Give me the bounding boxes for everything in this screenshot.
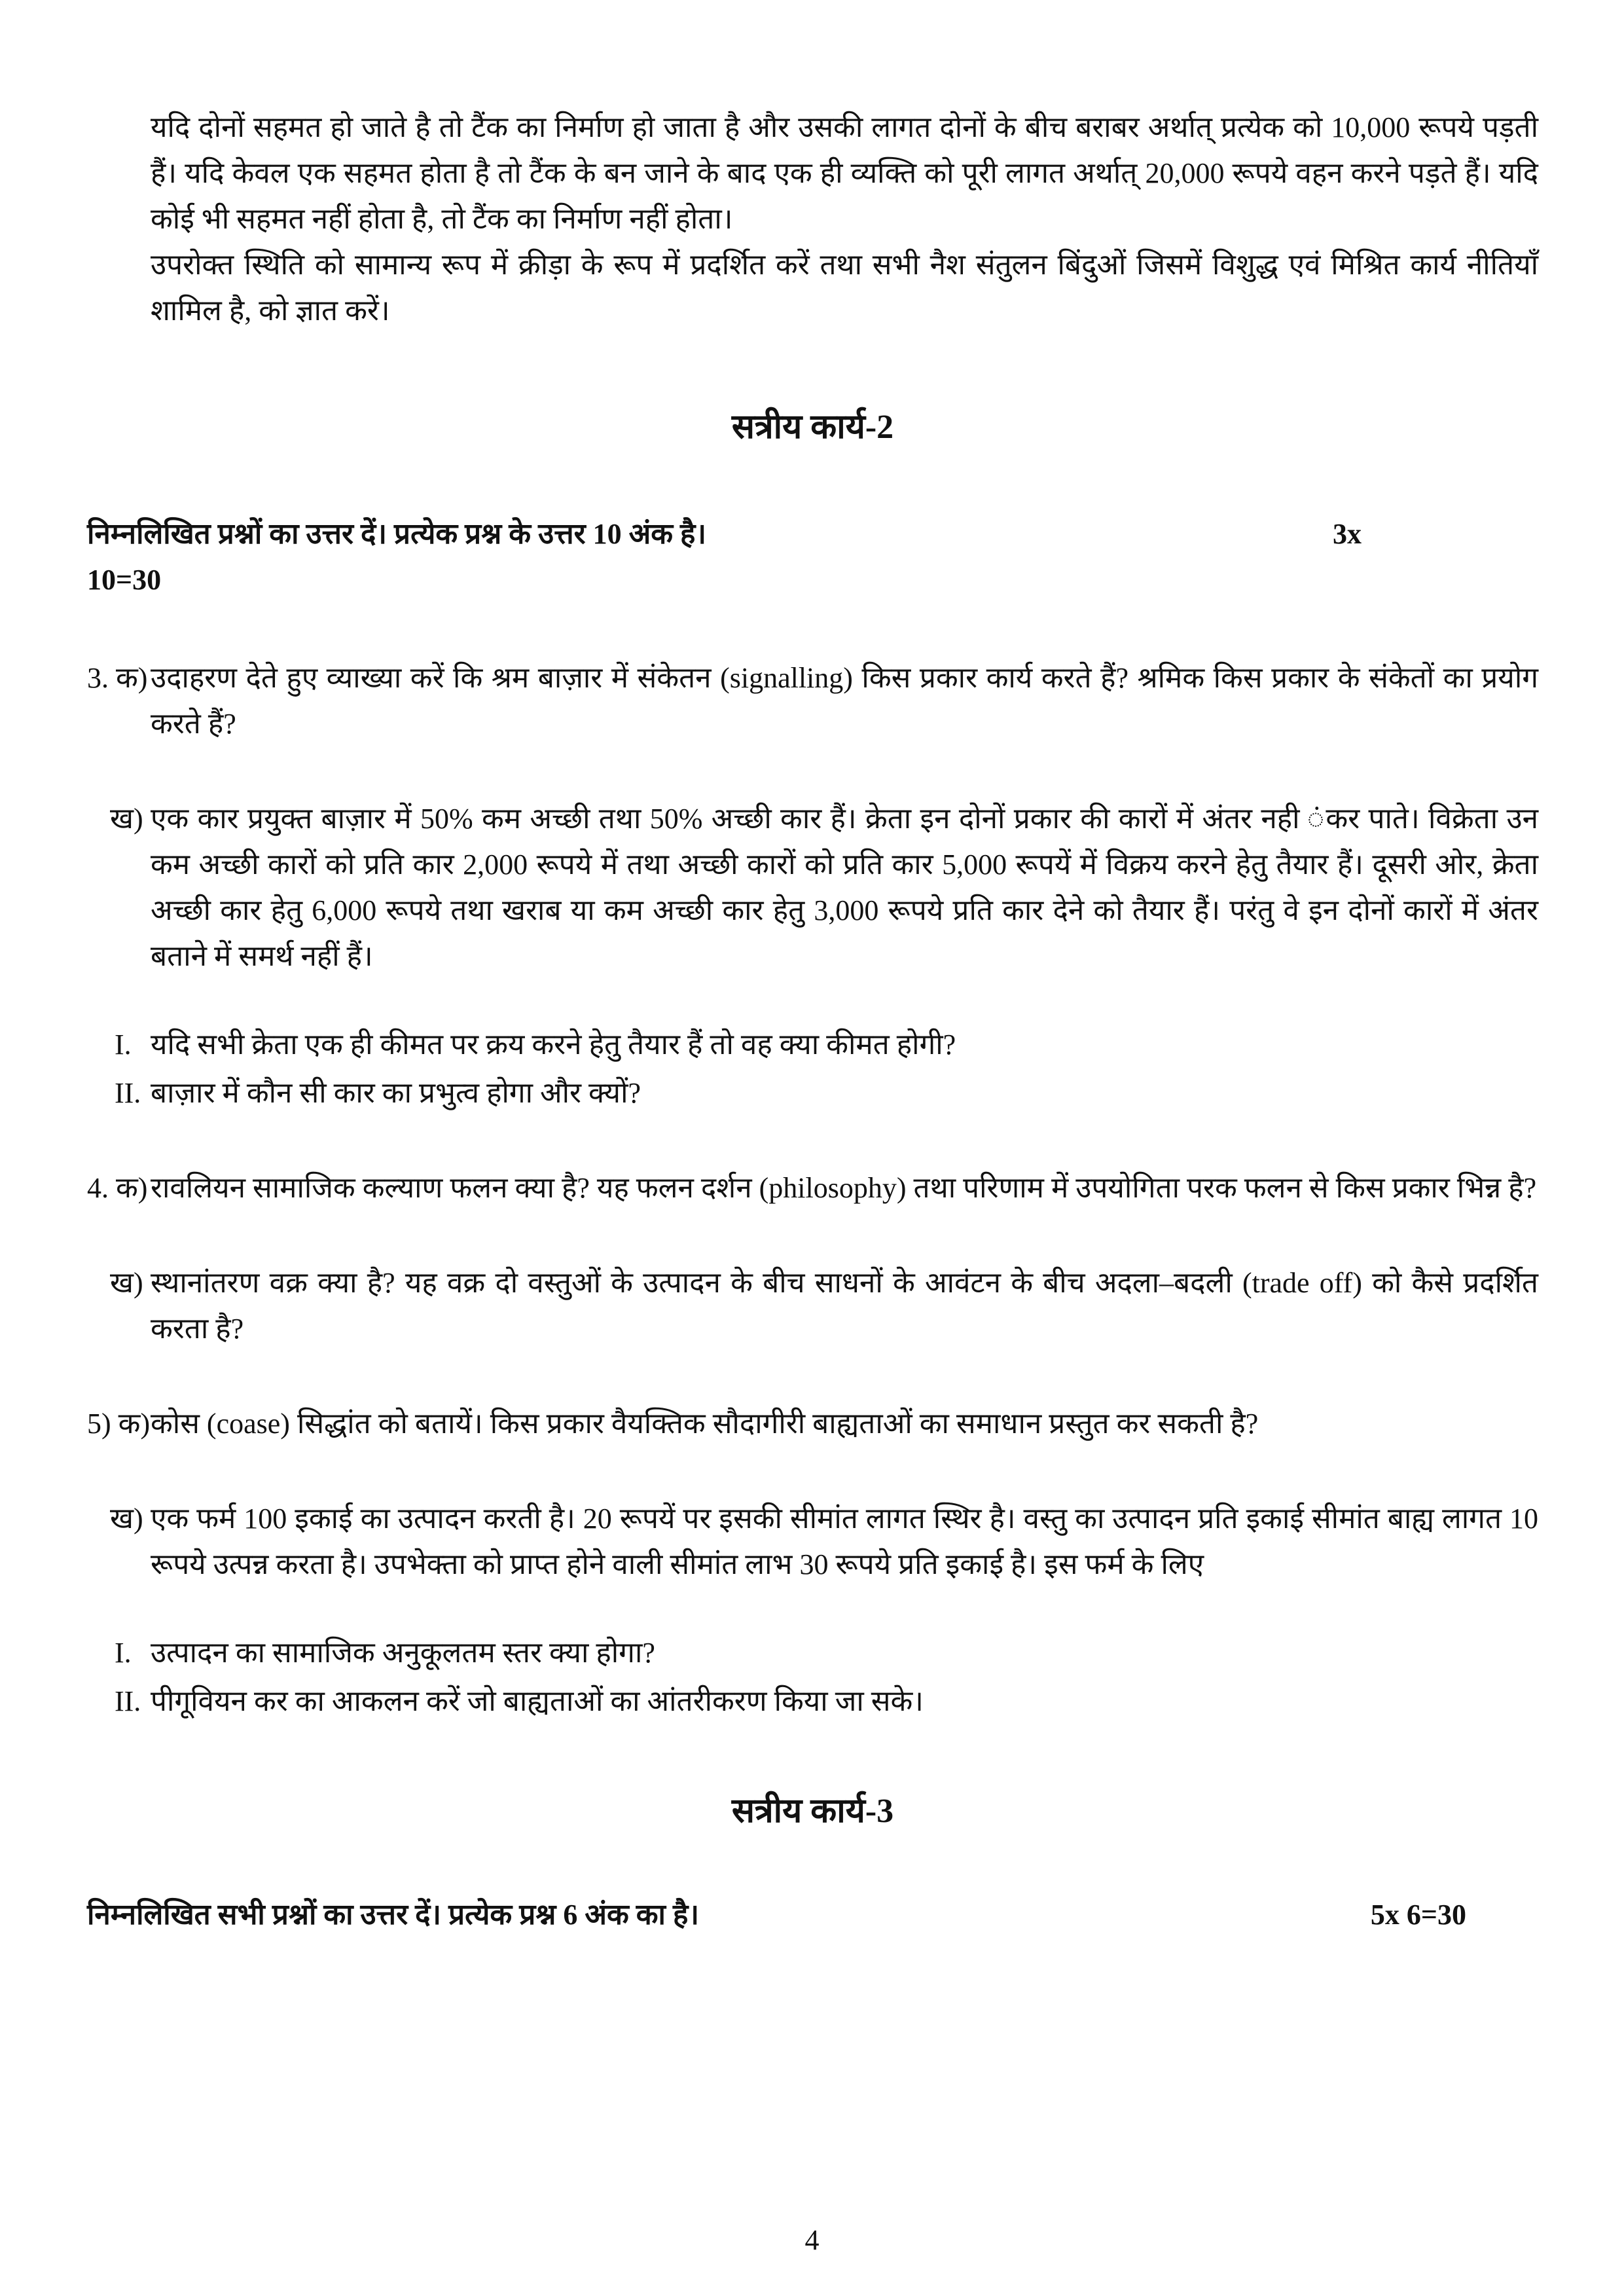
question-4b-marker: ख) [110, 1267, 143, 1299]
question-3a-text: उदाहरण देते हुए व्याख्या करें कि श्रम बाज़ार में संकेतन (signalling) किस प्रकार कार्य करते हैं? श्रमिक किस प्रकार के संकेतों का प्रयोग करते हैं? [151, 662, 1538, 740]
question-4a-text: रावलियन सामाजिक कल्याण फलन क्या है? यह फलन दर्शन (philosophy) तथा परिणाम में उपयोगिता परक फलन से किस प्रकार भिन्न है? [151, 1172, 1537, 1204]
page-number: 4 [804, 2224, 820, 2256]
question-5-sub2-text: पीगूवियन कर का आकलन करें जो बाह्यताओं का आंतरीकरण किया जा सके। [151, 1685, 924, 1717]
section2-heading: सत्रीय कार्य-2 [731, 409, 894, 446]
question-5-sub1-marker: I. [115, 1637, 132, 1669]
question-4b-text: स्थानांतरण वक्र क्या है? यह वक्र दो वस्तुओं के उत्पादन के बीच साधनों के आवंटन के बीच अदला–बदली (trade off) को कैसे प्रदर्शित करता है? [151, 1267, 1538, 1345]
question-5b [87, 1496, 1538, 1588]
section3-heading: सत्रीय कार्य-3 [731, 1793, 894, 1830]
question-3b-sub2-marker: II. [115, 1077, 141, 1109]
question-3a [87, 655, 1538, 747]
question-5-sub1-text: उत्पादन का सामाजिक अनुकूलतम स्तर क्या होगा? [151, 1637, 655, 1669]
section3-instruction-row [87, 1892, 1538, 1938]
question-3b-sub2 [87, 1070, 1538, 1116]
section2-marks: 3x [1333, 518, 1362, 550]
question-5-sub2-marker: II. [115, 1685, 141, 1717]
question-3b-sublist [87, 1022, 1538, 1116]
question-3b-marker: ख) [110, 803, 143, 835]
question-4a [87, 1165, 1538, 1211]
question-3a-marker: 3. क) [87, 662, 148, 694]
question-5a [87, 1401, 1538, 1447]
section3-marks: 5x 6=30 [1370, 1899, 1466, 1931]
intro-paragraph-1: यदि दोनों सहमत हो जाते है तो टैंक का निर्माण हो जाता है और उसकी लागत दोनों के बीच बराबर अर्थात् प्रत्येक को 10,000 रूपये पड़ती हैं। यदि केवल एक सहमत होता है तो टैंक के बन जाने के बाद एक ही व्यक्ति को पूरी लागत अर्थात् 20,000 रूपये वहन करने पड़ते हैं। यदि कोई भी सहमत नहीं होता है, तो टैंक का निर्माण नहीं होता। [151, 111, 1538, 235]
question-5-sub2 [87, 1679, 1538, 1724]
question-3b [87, 796, 1538, 979]
question-5a-text: कोस (coase) सिद्धांत को बतायें। किस प्रकार वैयक्तिक सौदागीरी बाह्यताओं का समाधान प्रस्तुत कर सकती है? [151, 1408, 1259, 1440]
question-5a-marker: 5) क) [87, 1408, 151, 1440]
question-4a-marker: 4. क) [87, 1172, 148, 1204]
intro-paragraph-2: उपरोक्त स्थिति को सामान्य रूप में क्रीड़ा के रूप में प्रदर्शित करें तथा सभी नैश संतुलन बिंदुओं जिसमें विशुद्ध एवं मिश्रित कार्य नीतियाँ शामिल है, को ज्ञात करें। [151, 249, 1538, 327]
intro-block [87, 105, 1538, 334]
question-3b-sub2-text: बाज़ार में कौन सी कार का प्रभुत्व होगा और क्यों? [151, 1077, 641, 1109]
question-3b-sub1-text: यदि सभी क्रेता एक ही कीमत पर क्रय करने हेतु तैयार हैं तो वह क्या कीमत होगी? [151, 1029, 956, 1061]
question-5b-text: एक फर्म 100 इकाई का उत्पादन करती है। 20 रूपयें पर इसकी सीमांत लागत स्थिर है। वस्तु का उत्पादन प्रति इकाई सीमांत बाह्य लागत 10 रूपये उत्पन्न करता है। उपभेक्ता को प्राप्त होने वाली सीमांत लाभ 30 रूपये प्रति इकाई है। इस फर्म के लिए [151, 1503, 1538, 1580]
section2-marks-wrap: 10=30 [87, 564, 162, 596]
question-3b-text: एक कार प्रयुक्त बाज़ार में 50% कम अच्छी तथा 50% अच्छी कार हैं। क्रेता इन दोनों प्रकार की कारों में अंतर नही ंकर पाते। विक्रेता उन कम अच्छी कारों को प्रति कार 2,000 रूपये में तथा अच्छी कारों को प्रति कार 5,000 रूपयें में विक्रय करने हेतु तैयार हैं। दूसरी ओर, क्रेता अच्छी कार हेतु 6,000 रूपये तथा खराब या कम अच्छी कार हेतु 3,000 रूपये प्रति कार देने को तैयार हैं। परंतु वे इन दोनों कारों में अंतर बताने में समर्थ नहीं हैं। [151, 803, 1538, 972]
question-3b-sub1 [87, 1022, 1538, 1068]
section3-instruction: निम्नलिखित सभी प्रश्नों का उत्तर दें। प्रत्येक प्रश्न 6 अंक का है। [87, 1899, 699, 1931]
question-4b [87, 1260, 1538, 1352]
question-3b-sub1-marker: I. [115, 1029, 132, 1061]
section2-instruction: निम्नलिखित प्रश्नों का उत्तर दें। प्रत्येक प्रश्न के उत्तर 10 अंक है। [87, 518, 707, 550]
section2-instruction-row [87, 511, 1538, 557]
question-5-sub1 [87, 1630, 1538, 1676]
question-5-sublist [87, 1630, 1538, 1724]
question-5b-marker: ख) [110, 1503, 143, 1535]
